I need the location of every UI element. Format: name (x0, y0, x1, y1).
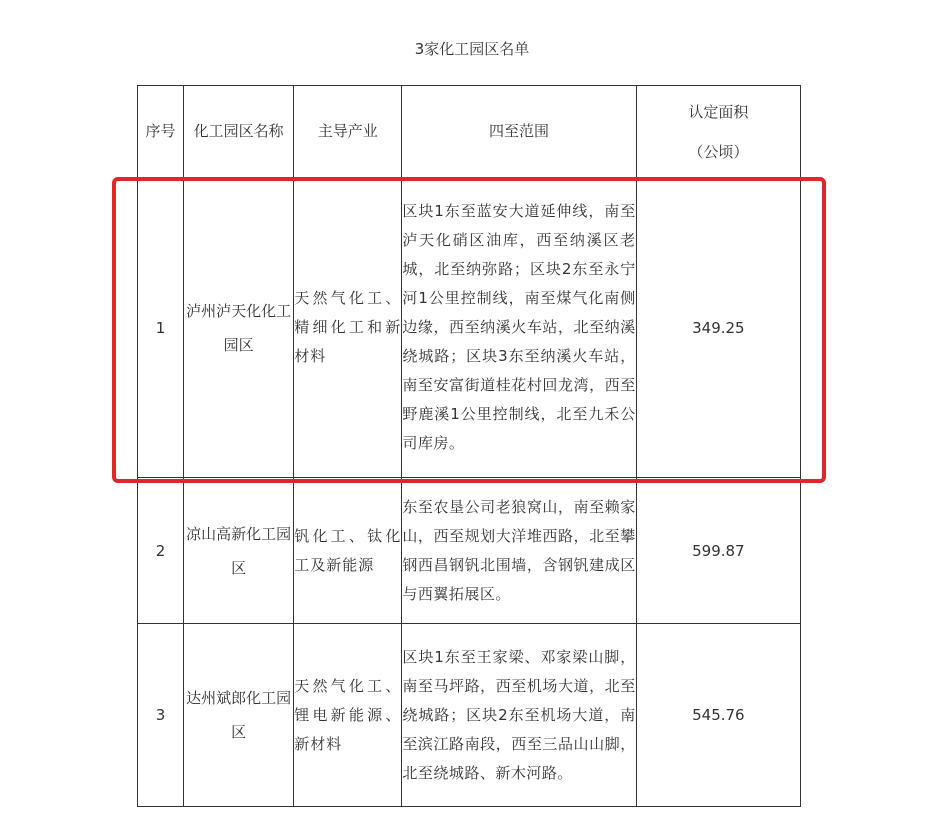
header-area-label: 认定面积 (688, 102, 749, 121)
row-park-name: 凉山高新化工园区 (184, 478, 294, 624)
row-range: 区块1东至王家梁、邓家梁山脚，南至马坪路，西至机场大道，北至绕城路；区块2东至机场大道，南至滨江路南段，西至三品山山脚，北至绕城路、新木河路。 (402, 624, 636, 807)
table-header-row (138, 86, 801, 178)
header-area (636, 86, 800, 178)
row-industry: 天然气化工、精细化工和新材料 (294, 178, 402, 478)
row-park-name: 泸州泸天化化工园区 (184, 178, 294, 478)
chemical-parks-table (137, 85, 801, 807)
row-area: 349.25 (636, 178, 800, 478)
page-title: 3家化工园区名单 (414, 40, 530, 58)
row-no: 3 (138, 624, 184, 807)
header-name: 化工园区名称 (184, 86, 294, 178)
row-area: 545.76 (636, 624, 800, 807)
row-no: 2 (138, 478, 184, 624)
table-row (138, 624, 801, 807)
row-range: 东至农垦公司老狼窝山，南至赖家山，西至规划大洋堆西路，北至攀钢西昌钢钒北围墙，含钢钒建成区与西翼拓展区。 (402, 478, 636, 624)
row-area: 599.87 (636, 478, 800, 624)
row-industry: 钒化工、钛化工及新能源 (294, 478, 402, 624)
table-row (138, 178, 801, 478)
row-no: 1 (138, 178, 184, 478)
header-range: 四至范围 (402, 86, 636, 178)
header-area-unit: （公顷） (688, 142, 749, 161)
table-row (138, 478, 801, 624)
row-industry: 天然气化工、锂电新能源、新材料 (294, 624, 402, 807)
header-no: 序号 (138, 86, 184, 178)
header-industry: 主导产业 (294, 86, 402, 178)
row-park-name: 达州斌郎化工园区 (184, 624, 294, 807)
row-range: 区块1东至蓝安大道延伸线，南至泸天化硝区油库，西至纳溪区老城，北至纳弥路；区块2东至永宁河1公里控制线，南至煤气化南侧边缘，西至纳溪火车站，北至纳溪绕城路；区块3东至纳溪火车站，南至安富街道桂花村回龙湾，西至野鹿溪1公里控制线，北至九禾公司库房。 (402, 178, 636, 478)
